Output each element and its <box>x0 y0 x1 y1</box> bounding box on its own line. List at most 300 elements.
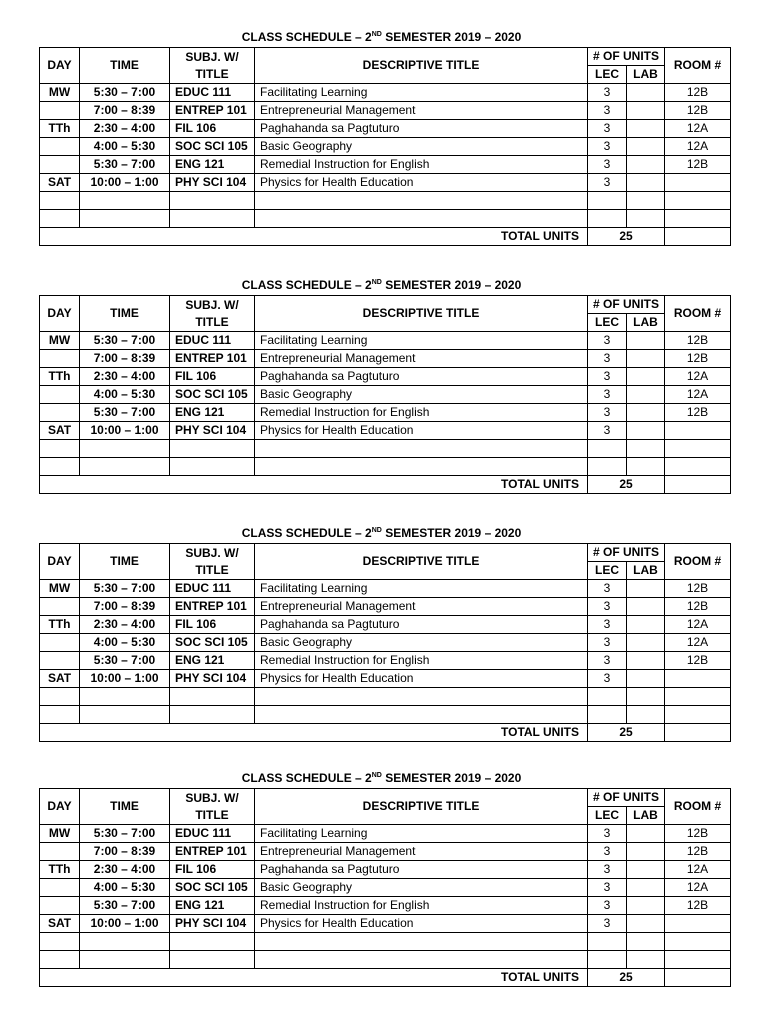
schedule-title: CLASS SCHEDULE – 2ND SEMESTER 2019 – 2020 <box>241 526 522 540</box>
cell-day <box>40 404 80 422</box>
cell-lab <box>627 138 665 156</box>
cell-room: 12A <box>665 616 731 634</box>
cell-lec <box>588 210 627 228</box>
table-row <box>40 825 731 843</box>
cell-subject <box>170 192 255 210</box>
cell-time: 10:00 – 1:00 <box>80 915 170 933</box>
cell-time <box>80 951 170 969</box>
total-units-value: 25 <box>588 476 665 494</box>
cell-descriptive-title: Remedial Instruction for English <box>255 156 588 174</box>
table-row <box>40 634 731 652</box>
header-room: ROOM # <box>665 544 731 580</box>
cell-room: 12B <box>665 843 731 861</box>
cell-lec: 3 <box>588 616 627 634</box>
cell-day <box>40 706 80 724</box>
cell-time <box>80 440 170 458</box>
cell-subject: ENTREP 101 <box>170 843 255 861</box>
table-row <box>40 156 731 174</box>
cell-day <box>40 386 80 404</box>
cell-time: 10:00 – 1:00 <box>80 174 170 192</box>
cell-room: 12B <box>665 897 731 915</box>
cell-subject: ENTREP 101 <box>170 102 255 120</box>
cell-lec: 3 <box>588 825 627 843</box>
cell-lab <box>627 174 665 192</box>
header-descriptive-title: DESCRIPTIVE TITLE <box>255 789 588 825</box>
cell-descriptive-title: Physics for Health Education <box>255 422 588 440</box>
cell-descriptive-title: Facilitating Learning <box>255 580 588 598</box>
cell-lec <box>588 706 627 724</box>
table-row <box>40 404 731 422</box>
cell-lec: 3 <box>588 861 627 879</box>
header-lab: LAB <box>627 807 665 825</box>
cell-time: 7:00 – 8:39 <box>80 843 170 861</box>
table-row <box>40 120 731 138</box>
table-row <box>40 102 731 120</box>
cell-subject: ENG 121 <box>170 156 255 174</box>
cell-subject: FIL 106 <box>170 368 255 386</box>
cell-room <box>665 951 731 969</box>
cell-day: TTh <box>40 616 80 634</box>
cell-room <box>665 422 731 440</box>
cell-descriptive-title <box>255 210 588 228</box>
table-row <box>40 368 731 386</box>
cell-subject <box>170 688 255 706</box>
cell-day: SAT <box>40 422 80 440</box>
header-subject: SUBJ. W/ TITLE <box>170 789 255 825</box>
cell-descriptive-title <box>255 951 588 969</box>
cell-lab <box>627 404 665 422</box>
cell-time: 5:30 – 7:00 <box>80 332 170 350</box>
cell-time: 2:30 – 4:00 <box>80 616 170 634</box>
header-descriptive-title: DESCRIPTIVE TITLE <box>255 544 588 580</box>
table-row <box>40 332 731 350</box>
cell-room: 12B <box>665 350 731 368</box>
cell-time <box>80 706 170 724</box>
cell-descriptive-title: Facilitating Learning <box>255 84 588 102</box>
cell-lab <box>627 120 665 138</box>
cell-descriptive-title: Paghahanda sa Pagtuturo <box>255 120 588 138</box>
cell-day <box>40 951 80 969</box>
cell-room <box>665 458 731 476</box>
table-row <box>40 174 731 192</box>
cell-day: SAT <box>40 915 80 933</box>
cell-lab <box>627 688 665 706</box>
class-schedule-3 <box>39 524 730 742</box>
header-subject: SUBJ. W/ TITLE <box>170 544 255 580</box>
table-row <box>40 138 731 156</box>
header-units: # OF UNITS <box>588 789 665 807</box>
header-day: DAY <box>40 544 80 580</box>
cell-lec: 3 <box>588 422 627 440</box>
cell-lab <box>627 458 665 476</box>
cell-descriptive-title: Basic Geography <box>255 386 588 404</box>
cell-lab <box>627 368 665 386</box>
cell-time: 7:00 – 8:39 <box>80 102 170 120</box>
total-row <box>40 724 731 742</box>
cell-day: TTh <box>40 368 80 386</box>
header-lec: LEC <box>588 66 627 84</box>
table-row <box>40 915 731 933</box>
table-row <box>40 933 731 951</box>
cell-lec: 3 <box>588 174 627 192</box>
cell-subject: PHY SCI 104 <box>170 915 255 933</box>
cell-lec <box>588 933 627 951</box>
cell-day <box>40 156 80 174</box>
cell-descriptive-title: Remedial Instruction for English <box>255 897 588 915</box>
cell-subject <box>170 951 255 969</box>
cell-room: 12B <box>665 156 731 174</box>
cell-lec: 3 <box>588 350 627 368</box>
cell-descriptive-title <box>255 458 588 476</box>
cell-descriptive-title <box>255 933 588 951</box>
total-units-value: 25 <box>588 969 665 987</box>
cell-day: TTh <box>40 861 80 879</box>
table-row <box>40 879 731 897</box>
cell-descriptive-title: Physics for Health Education <box>255 174 588 192</box>
header-descriptive-title: DESCRIPTIVE TITLE <box>255 48 588 84</box>
table-row <box>40 440 731 458</box>
cell-subject: FIL 106 <box>170 861 255 879</box>
total-units-label: TOTAL UNITS <box>40 228 588 246</box>
cell-descriptive-title: Entrepreneurial Management <box>255 843 588 861</box>
cell-room <box>665 174 731 192</box>
total-row <box>40 228 731 246</box>
cell-descriptive-title: Facilitating Learning <box>255 332 588 350</box>
cell-room <box>665 706 731 724</box>
cell-lab <box>627 933 665 951</box>
cell-lab <box>627 843 665 861</box>
schedule-table <box>39 788 731 987</box>
cell-day <box>40 440 80 458</box>
cell-lab <box>627 897 665 915</box>
cell-descriptive-title: Paghahanda sa Pagtuturo <box>255 861 588 879</box>
table-row <box>40 580 731 598</box>
table-row <box>40 652 731 670</box>
header-subject: SUBJ. W/ TITLE <box>170 48 255 84</box>
cell-lec: 3 <box>588 138 627 156</box>
cell-lab <box>627 332 665 350</box>
cell-lec: 3 <box>588 670 627 688</box>
total-units-value: 25 <box>588 724 665 742</box>
cell-subject: PHY SCI 104 <box>170 174 255 192</box>
cell-subject: ENG 121 <box>170 897 255 915</box>
header-lec: LEC <box>588 807 627 825</box>
cell-lec <box>588 440 627 458</box>
cell-room <box>665 915 731 933</box>
schedule-title: CLASS SCHEDULE – 2ND SEMESTER 2019 – 2020 <box>241 771 522 785</box>
header-descriptive-title: DESCRIPTIVE TITLE <box>255 296 588 332</box>
cell-room <box>665 192 731 210</box>
cell-day <box>40 458 80 476</box>
header-lab: LAB <box>627 66 665 84</box>
cell-descriptive-title <box>255 688 588 706</box>
cell-lab <box>627 192 665 210</box>
cell-descriptive-title: Physics for Health Education <box>255 915 588 933</box>
class-schedule-1 <box>39 28 730 246</box>
header-units: # OF UNITS <box>588 544 665 562</box>
cell-day <box>40 598 80 616</box>
cell-lec: 3 <box>588 580 627 598</box>
cell-time: 5:30 – 7:00 <box>80 897 170 915</box>
header-day: DAY <box>40 48 80 84</box>
header-lab: LAB <box>627 562 665 580</box>
schedule-table <box>39 47 731 246</box>
cell-day <box>40 350 80 368</box>
cell-room: 12A <box>665 634 731 652</box>
cell-descriptive-title: Facilitating Learning <box>255 825 588 843</box>
cell-room <box>665 670 731 688</box>
cell-time: 4:00 – 5:30 <box>80 386 170 404</box>
header-time: TIME <box>80 544 170 580</box>
cell-subject: SOC SCI 105 <box>170 634 255 652</box>
cell-lab <box>627 634 665 652</box>
cell-day <box>40 688 80 706</box>
cell-subject <box>170 706 255 724</box>
cell-day <box>40 634 80 652</box>
cell-day <box>40 652 80 670</box>
cell-time: 5:30 – 7:00 <box>80 652 170 670</box>
cell-time: 2:30 – 4:00 <box>80 120 170 138</box>
cell-time <box>80 458 170 476</box>
header-room: ROOM # <box>665 789 731 825</box>
header-time: TIME <box>80 789 170 825</box>
cell-day: MW <box>40 332 80 350</box>
total-room-cell <box>665 724 731 742</box>
total-units-label: TOTAL UNITS <box>40 724 588 742</box>
header-room: ROOM # <box>665 48 731 84</box>
cell-room: 12A <box>665 386 731 404</box>
cell-lab <box>627 825 665 843</box>
cell-lab <box>627 350 665 368</box>
header-lec: LEC <box>588 314 627 332</box>
cell-room: 12A <box>665 368 731 386</box>
total-units-value: 25 <box>588 228 665 246</box>
cell-descriptive-title: Basic Geography <box>255 634 588 652</box>
cell-subject <box>170 458 255 476</box>
table-row <box>40 897 731 915</box>
cell-room <box>665 933 731 951</box>
cell-time: 10:00 – 1:00 <box>80 422 170 440</box>
cell-room: 12B <box>665 404 731 422</box>
cell-room <box>665 440 731 458</box>
cell-lec <box>588 458 627 476</box>
cell-descriptive-title: Paghahanda sa Pagtuturo <box>255 368 588 386</box>
header-day: DAY <box>40 296 80 332</box>
cell-lab <box>627 84 665 102</box>
cell-subject: PHY SCI 104 <box>170 422 255 440</box>
table-row <box>40 616 731 634</box>
cell-lec <box>588 688 627 706</box>
cell-lab <box>627 422 665 440</box>
cell-day <box>40 138 80 156</box>
cell-lec: 3 <box>588 598 627 616</box>
table-row <box>40 422 731 440</box>
cell-descriptive-title: Entrepreneurial Management <box>255 102 588 120</box>
cell-subject: SOC SCI 105 <box>170 879 255 897</box>
cell-lab <box>627 706 665 724</box>
cell-room: 12B <box>665 825 731 843</box>
cell-subject: ENG 121 <box>170 652 255 670</box>
total-room-cell <box>665 228 731 246</box>
cell-room: 12B <box>665 84 731 102</box>
table-row <box>40 843 731 861</box>
header-units: # OF UNITS <box>588 296 665 314</box>
cell-descriptive-title: Basic Geography <box>255 138 588 156</box>
cell-lab <box>627 951 665 969</box>
table-row <box>40 84 731 102</box>
header-day: DAY <box>40 789 80 825</box>
cell-day: MW <box>40 580 80 598</box>
cell-subject <box>170 933 255 951</box>
table-row <box>40 951 731 969</box>
cell-subject: PHY SCI 104 <box>170 670 255 688</box>
cell-lec: 3 <box>588 368 627 386</box>
cell-room: 12A <box>665 861 731 879</box>
total-room-cell <box>665 969 731 987</box>
cell-subject: ENTREP 101 <box>170 350 255 368</box>
cell-room <box>665 210 731 228</box>
total-row <box>40 476 731 494</box>
cell-lec: 3 <box>588 84 627 102</box>
header-units: # OF UNITS <box>588 48 665 66</box>
cell-day: MW <box>40 825 80 843</box>
schedule-title: CLASS SCHEDULE – 2ND SEMESTER 2019 – 2020 <box>241 30 522 44</box>
table-row <box>40 598 731 616</box>
cell-lab <box>627 440 665 458</box>
cell-subject: EDUC 111 <box>170 580 255 598</box>
table-row <box>40 192 731 210</box>
cell-subject: ENTREP 101 <box>170 598 255 616</box>
cell-time: 7:00 – 8:39 <box>80 598 170 616</box>
cell-lab <box>627 652 665 670</box>
header-subject: SUBJ. W/ TITLE <box>170 296 255 332</box>
cell-lec: 3 <box>588 404 627 422</box>
cell-descriptive-title: Remedial Instruction for English <box>255 652 588 670</box>
cell-descriptive-title: Entrepreneurial Management <box>255 350 588 368</box>
cell-lab <box>627 616 665 634</box>
table-row <box>40 706 731 724</box>
cell-day <box>40 879 80 897</box>
cell-time: 4:00 – 5:30 <box>80 879 170 897</box>
cell-lec: 3 <box>588 156 627 174</box>
cell-subject: FIL 106 <box>170 616 255 634</box>
table-row <box>40 386 731 404</box>
cell-day <box>40 102 80 120</box>
cell-lec <box>588 951 627 969</box>
cell-subject: SOC SCI 105 <box>170 138 255 156</box>
cell-descriptive-title: Remedial Instruction for English <box>255 404 588 422</box>
schedule-table <box>39 543 731 742</box>
cell-time <box>80 210 170 228</box>
table-row <box>40 350 731 368</box>
cell-lab <box>627 386 665 404</box>
header-lab: LAB <box>627 314 665 332</box>
cell-lab <box>627 210 665 228</box>
cell-time: 2:30 – 4:00 <box>80 368 170 386</box>
cell-lab <box>627 598 665 616</box>
cell-subject: EDUC 111 <box>170 84 255 102</box>
table-row <box>40 670 731 688</box>
cell-lec: 3 <box>588 879 627 897</box>
cell-room: 12A <box>665 138 731 156</box>
cell-descriptive-title: Entrepreneurial Management <box>255 598 588 616</box>
total-room-cell <box>665 476 731 494</box>
cell-day <box>40 210 80 228</box>
cell-subject: EDUC 111 <box>170 825 255 843</box>
cell-lec: 3 <box>588 843 627 861</box>
cell-descriptive-title <box>255 706 588 724</box>
cell-lec: 3 <box>588 102 627 120</box>
cell-day <box>40 192 80 210</box>
cell-time <box>80 192 170 210</box>
total-units-label: TOTAL UNITS <box>40 476 588 494</box>
class-schedule-2 <box>39 276 730 494</box>
cell-day: SAT <box>40 670 80 688</box>
header-time: TIME <box>80 296 170 332</box>
cell-lab <box>627 879 665 897</box>
cell-room: 12B <box>665 580 731 598</box>
cell-lab <box>627 580 665 598</box>
cell-subject: ENG 121 <box>170 404 255 422</box>
schedule-title: CLASS SCHEDULE – 2ND SEMESTER 2019 – 2020 <box>241 278 522 292</box>
cell-time: 4:00 – 5:30 <box>80 138 170 156</box>
table-row <box>40 458 731 476</box>
cell-time: 4:00 – 5:30 <box>80 634 170 652</box>
cell-descriptive-title <box>255 440 588 458</box>
cell-descriptive-title: Basic Geography <box>255 879 588 897</box>
cell-room: 12A <box>665 879 731 897</box>
cell-room <box>665 688 731 706</box>
schedule-table <box>39 295 731 494</box>
cell-descriptive-title <box>255 192 588 210</box>
cell-time: 5:30 – 7:00 <box>80 156 170 174</box>
cell-time: 5:30 – 7:00 <box>80 404 170 422</box>
cell-lab <box>627 861 665 879</box>
cell-room: 12B <box>665 598 731 616</box>
cell-subject: FIL 106 <box>170 120 255 138</box>
cell-time: 5:30 – 7:00 <box>80 84 170 102</box>
cell-room: 12B <box>665 652 731 670</box>
cell-lec: 3 <box>588 332 627 350</box>
cell-time: 7:00 – 8:39 <box>80 350 170 368</box>
cell-subject <box>170 440 255 458</box>
cell-day: MW <box>40 84 80 102</box>
cell-lab <box>627 102 665 120</box>
total-units-label: TOTAL UNITS <box>40 969 588 987</box>
cell-lab <box>627 156 665 174</box>
cell-day: SAT <box>40 174 80 192</box>
cell-descriptive-title: Paghahanda sa Pagtuturo <box>255 616 588 634</box>
cell-lec: 3 <box>588 652 627 670</box>
cell-room: 12A <box>665 120 731 138</box>
cell-lab <box>627 915 665 933</box>
cell-day <box>40 897 80 915</box>
cell-room: 12B <box>665 102 731 120</box>
cell-day <box>40 933 80 951</box>
cell-time: 5:30 – 7:00 <box>80 580 170 598</box>
table-row <box>40 861 731 879</box>
cell-lec: 3 <box>588 634 627 652</box>
cell-time: 5:30 – 7:00 <box>80 825 170 843</box>
cell-lec: 3 <box>588 120 627 138</box>
cell-subject: EDUC 111 <box>170 332 255 350</box>
header-lec: LEC <box>588 562 627 580</box>
cell-lec: 3 <box>588 915 627 933</box>
cell-time: 2:30 – 4:00 <box>80 861 170 879</box>
cell-time: 10:00 – 1:00 <box>80 670 170 688</box>
cell-time <box>80 933 170 951</box>
cell-room: 12B <box>665 332 731 350</box>
